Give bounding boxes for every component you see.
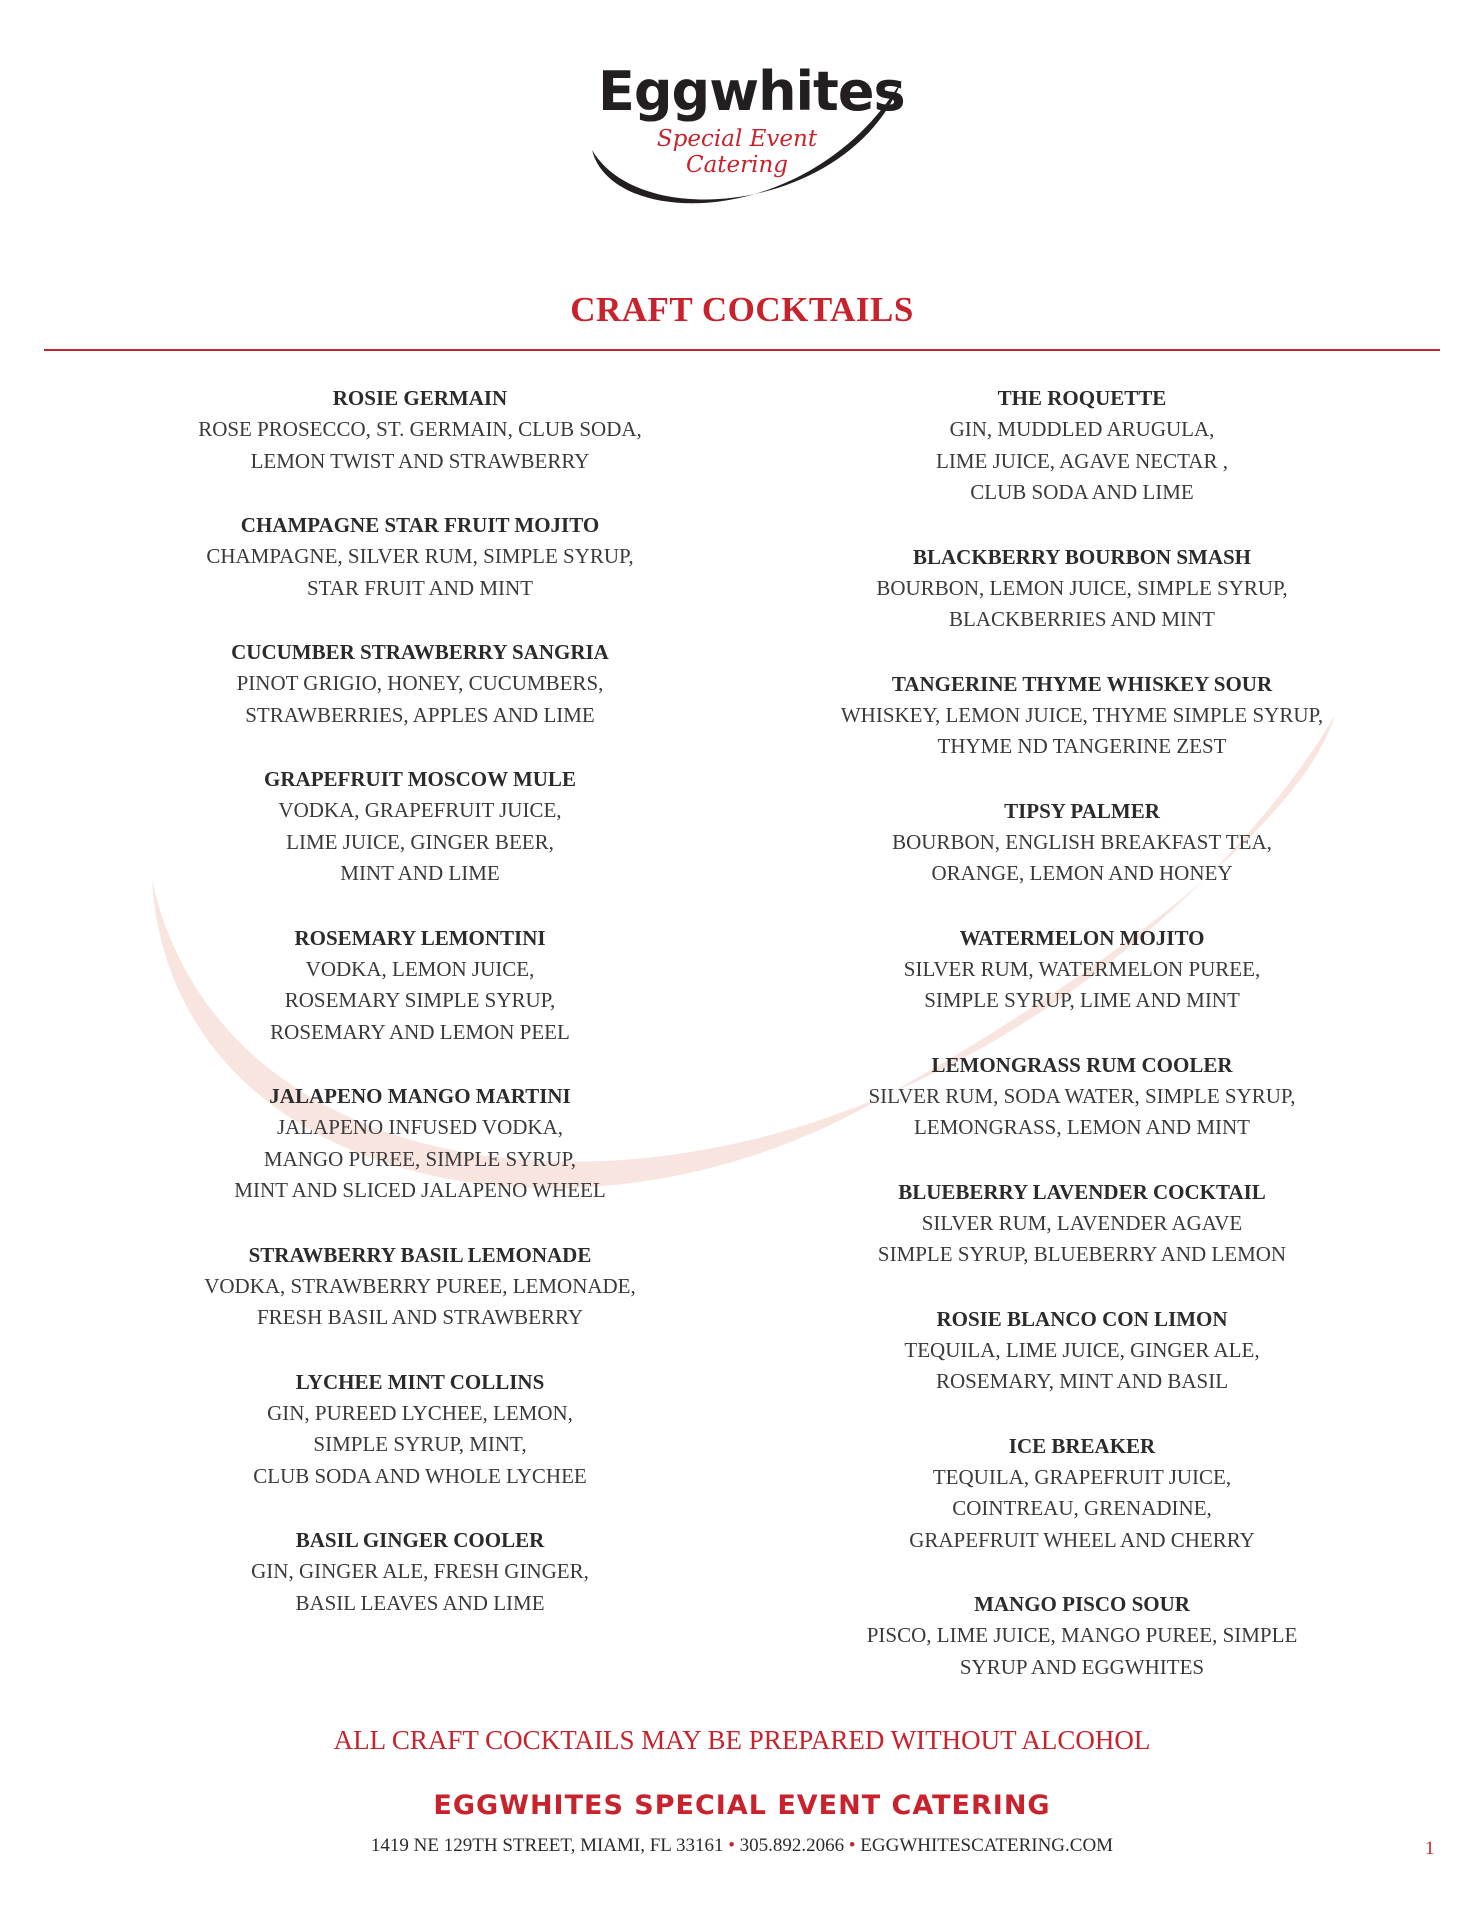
- cocktail-ingredients: [140, 668, 700, 731]
- ingredient-line: LIME JUICE, GINGER BEER,: [286, 829, 554, 854]
- ingredient-line: STAR FRUIT AND MINT: [306, 575, 534, 600]
- cocktail-name: LYCHEE MINT COLLINS: [295, 1369, 545, 1394]
- cocktail-name: MANGO PISCO SOUR: [974, 1592, 1190, 1616]
- cocktail-ingredients: [802, 954, 1362, 1017]
- cocktail-item: [140, 922, 700, 1049]
- cocktail-item: [802, 382, 1362, 509]
- cocktail-ingredients: [140, 1271, 700, 1334]
- ingredient-line: MINT AND SLICED JALAPENO WHEEL: [234, 1178, 606, 1202]
- cocktail-ingredients: [140, 414, 700, 477]
- cocktail-item: [140, 763, 700, 890]
- ingredient-line: SYRUP AND EGGWHITES: [959, 1654, 1205, 1679]
- cocktail-item: [802, 922, 1362, 1017]
- cocktail-item: [802, 1176, 1362, 1271]
- ingredient-line: GIN, PUREED LYCHEE, LEMON,: [267, 1400, 573, 1425]
- title-divider: [44, 349, 1440, 351]
- cocktail-ingredients: [802, 827, 1362, 890]
- cocktail-name: ROSEMARY LEMONTINI: [294, 925, 546, 950]
- logo-wordmark: Eggwhites: [598, 60, 905, 123]
- ingredient-line: VODKA, LEMON JUICE,: [305, 956, 535, 981]
- website: EGGWHITESCATERING.COM: [860, 1835, 1114, 1856]
- cocktail-name: GRAPEFRUIT MOSCOW MULE: [264, 767, 576, 791]
- cocktail-item: [802, 1588, 1362, 1683]
- separator-dot: •: [728, 1835, 735, 1856]
- ingredient-line: BASIL LEAVES AND LIME: [295, 1590, 545, 1615]
- ingredient-line: ROSEMARY, MINT AND BASIL: [935, 1369, 1229, 1393]
- cocktail-name: STRAWBERRY BASIL LEMONADE: [248, 1242, 592, 1267]
- ingredient-line: COINTREAU, GRENADINE,: [952, 1496, 1212, 1520]
- cocktail-name: ROSIE BLANCO CON LIMON: [936, 1306, 1228, 1331]
- ingredient-line: SILVER RUM, LAVENDER AGAVE: [921, 1210, 1243, 1235]
- ingredient-line: WHISKEY, LEMON JUICE, THYME SIMPLE SYRUP,: [840, 702, 1324, 727]
- menu-column-right: [802, 382, 1362, 1715]
- ingredient-line: ORANGE, LEMON AND HONEY: [931, 861, 1233, 885]
- cocktail-ingredients: [140, 1556, 700, 1619]
- ingredient-line: BOURBON, ENGLISH BREAKFAST TEA,: [892, 829, 1272, 854]
- cocktail-item: [140, 1080, 700, 1207]
- cocktail-name: CHAMPAGNE STAR FRUIT MOJITO: [240, 513, 600, 537]
- cocktail-item: [140, 382, 700, 477]
- ingredient-line: THYME ND TANGERINE ZEST: [937, 734, 1227, 758]
- ingredient-line: SILVER RUM, WATERMELON PUREE,: [903, 956, 1261, 981]
- cocktail-ingredients: [802, 1620, 1362, 1683]
- ingredient-line: MINT AND LIME: [340, 861, 500, 885]
- separator-dot: •: [848, 1835, 856, 1856]
- ingredient-line: ROSEMARY AND LEMON PEEL: [270, 1019, 570, 1044]
- ingredient-line: LEMON TWIST AND STRAWBERRY: [250, 448, 590, 473]
- ingredient-line: SIMPLE SYRUP, LIME AND MINT: [924, 988, 1240, 1012]
- cocktail-item: [802, 1049, 1362, 1144]
- ingredient-line: SIMPLE SYRUP, BLUEBERRY AND LEMON: [877, 1242, 1287, 1266]
- logo-tagline: Special Event Catering: [656, 126, 818, 178]
- cocktail-item: [802, 1430, 1362, 1557]
- cocktail-name: BLUEBERRY LAVENDER COCKTAIL: [898, 1179, 1266, 1204]
- ingredient-line: PINOT GRIGIO, HONEY, CUCUMBERS,: [236, 671, 604, 695]
- cocktail-ingredients: [802, 700, 1362, 763]
- ingredient-line: ROSE PROSECCO, ST. GERMAIN, CLUB SODA,: [198, 417, 642, 441]
- cocktail-name: ROSIE GERMAIN: [332, 386, 508, 410]
- cocktail-name: CUCUMBER STRAWBERRY SANGRIA: [231, 640, 609, 664]
- cocktail-item: [140, 1239, 700, 1334]
- cocktail-name: ICE BREAKER: [1008, 1433, 1156, 1458]
- ingredient-line: VODKA, STRAWBERRY PUREE, LEMONADE,: [204, 1273, 636, 1298]
- ingredient-line: GRAPEFRUIT WHEEL AND CHERRY: [909, 1527, 1255, 1552]
- cocktail-item: [802, 668, 1362, 763]
- cocktail-item: [802, 541, 1362, 636]
- phone-number: 305.892.2066: [739, 1835, 845, 1856]
- cocktail-item: [802, 795, 1362, 890]
- ingredient-line: LIME JUICE, AGAVE NECTAR ,: [936, 448, 1228, 473]
- cocktail-ingredients: [140, 1398, 700, 1493]
- cocktail-name: JALAPENO MANGO MARTINI: [269, 1084, 571, 1108]
- ingredient-line: ROSEMARY SIMPLE SYRUP,: [284, 988, 556, 1012]
- cocktail-name: TANGERINE THYME WHISKEY SOUR: [891, 671, 1273, 696]
- page-title: CRAFT COCKTAILS: [570, 290, 914, 329]
- ingredient-line: LEMONGRASS, LEMON AND MINT: [913, 1115, 1250, 1139]
- cocktail-ingredients: [140, 954, 700, 1049]
- cocktail-item: [140, 1524, 700, 1619]
- ingredient-line: TEQUILA, LIME JUICE, GINGER ALE,: [904, 1337, 1260, 1362]
- cocktail-ingredients: [802, 1208, 1362, 1271]
- ingredient-line: PISCO, LIME JUICE, MANGO PUREE, SIMPLE: [866, 1623, 1298, 1647]
- cocktail-item: [140, 1366, 700, 1493]
- cocktail-item: [802, 1303, 1362, 1398]
- ingredient-line: SILVER RUM, SODA WATER, SIMPLE SYRUP,: [868, 1083, 1296, 1108]
- cocktail-ingredients: [802, 1462, 1362, 1557]
- ingredient-line: MANGO PUREE, SIMPLE SYRUP,: [263, 1146, 577, 1171]
- ingredient-line: CLUB SODA AND LIME: [970, 480, 1194, 504]
- cocktail-ingredients: [140, 795, 700, 890]
- cocktail-name: WATERMELON MOJITO: [959, 925, 1205, 950]
- ingredient-line: SIMPLE SYRUP, MINT,: [313, 1432, 527, 1456]
- ingredient-line: CLUB SODA AND WHOLE LYCHEE: [253, 1463, 587, 1488]
- ingredient-line: STRAWBERRIES, APPLES AND LIME: [245, 702, 595, 727]
- ingredient-line: JALAPENO INFUSED VODKA,: [276, 1115, 564, 1139]
- cocktail-ingredients: [140, 1112, 700, 1207]
- ingredient-line: GIN, MUDDLED ARUGULA,: [949, 417, 1215, 441]
- ingredient-line: CHAMPAGNE, SILVER RUM, SIMPLE SYRUP,: [206, 544, 634, 568]
- ingredient-line: TEQUILA, GRAPEFRUIT JUICE,: [932, 1464, 1232, 1489]
- contact-line: [0, 1835, 1484, 1857]
- cocktail-name: BASIL GINGER COOLER: [295, 1528, 545, 1552]
- ingredient-line: VODKA, GRAPEFRUIT JUICE,: [278, 798, 562, 822]
- ingredient-line: GIN, GINGER ALE, FRESH GINGER,: [251, 1559, 589, 1583]
- cocktail-item: [140, 636, 700, 731]
- non-alcoholic-note: ALL CRAFT COCKTAILS MAY BE PREPARED WITHOUT ALCOHOL: [333, 1725, 1151, 1755]
- cocktail-name: THE ROQUETTE: [997, 386, 1167, 410]
- ingredient-line: BOURBON, LEMON JUICE, SIMPLE SYRUP,: [876, 575, 1288, 600]
- cocktail-name: BLACKBERRY BOURBON SMASH: [912, 544, 1252, 569]
- cocktail-ingredients: [802, 1335, 1362, 1398]
- cocktail-name: TIPSY PALMER: [1004, 798, 1160, 823]
- page-number: 1: [1425, 1838, 1435, 1859]
- ingredient-line: BLACKBERRIES AND MINT: [948, 607, 1216, 631]
- company-name: EGGWHITES SPECIAL EVENT CATERING: [433, 1790, 1051, 1821]
- cocktail-ingredients: [140, 541, 700, 604]
- menu-column-left: [140, 382, 700, 1651]
- address: 1419 NE 129TH STREET, MIAMI, FL 33161: [370, 1835, 724, 1856]
- cocktail-item: [140, 509, 700, 604]
- cocktail-name: LEMONGRASS RUM COOLER: [931, 1052, 1233, 1077]
- cocktail-ingredients: [802, 414, 1362, 509]
- eggwhites-logo: [582, 60, 905, 240]
- cocktail-ingredients: [802, 573, 1362, 636]
- ingredient-line: FRESH BASIL AND STRAWBERRY: [256, 1305, 583, 1329]
- cocktail-ingredients: [802, 1081, 1362, 1144]
